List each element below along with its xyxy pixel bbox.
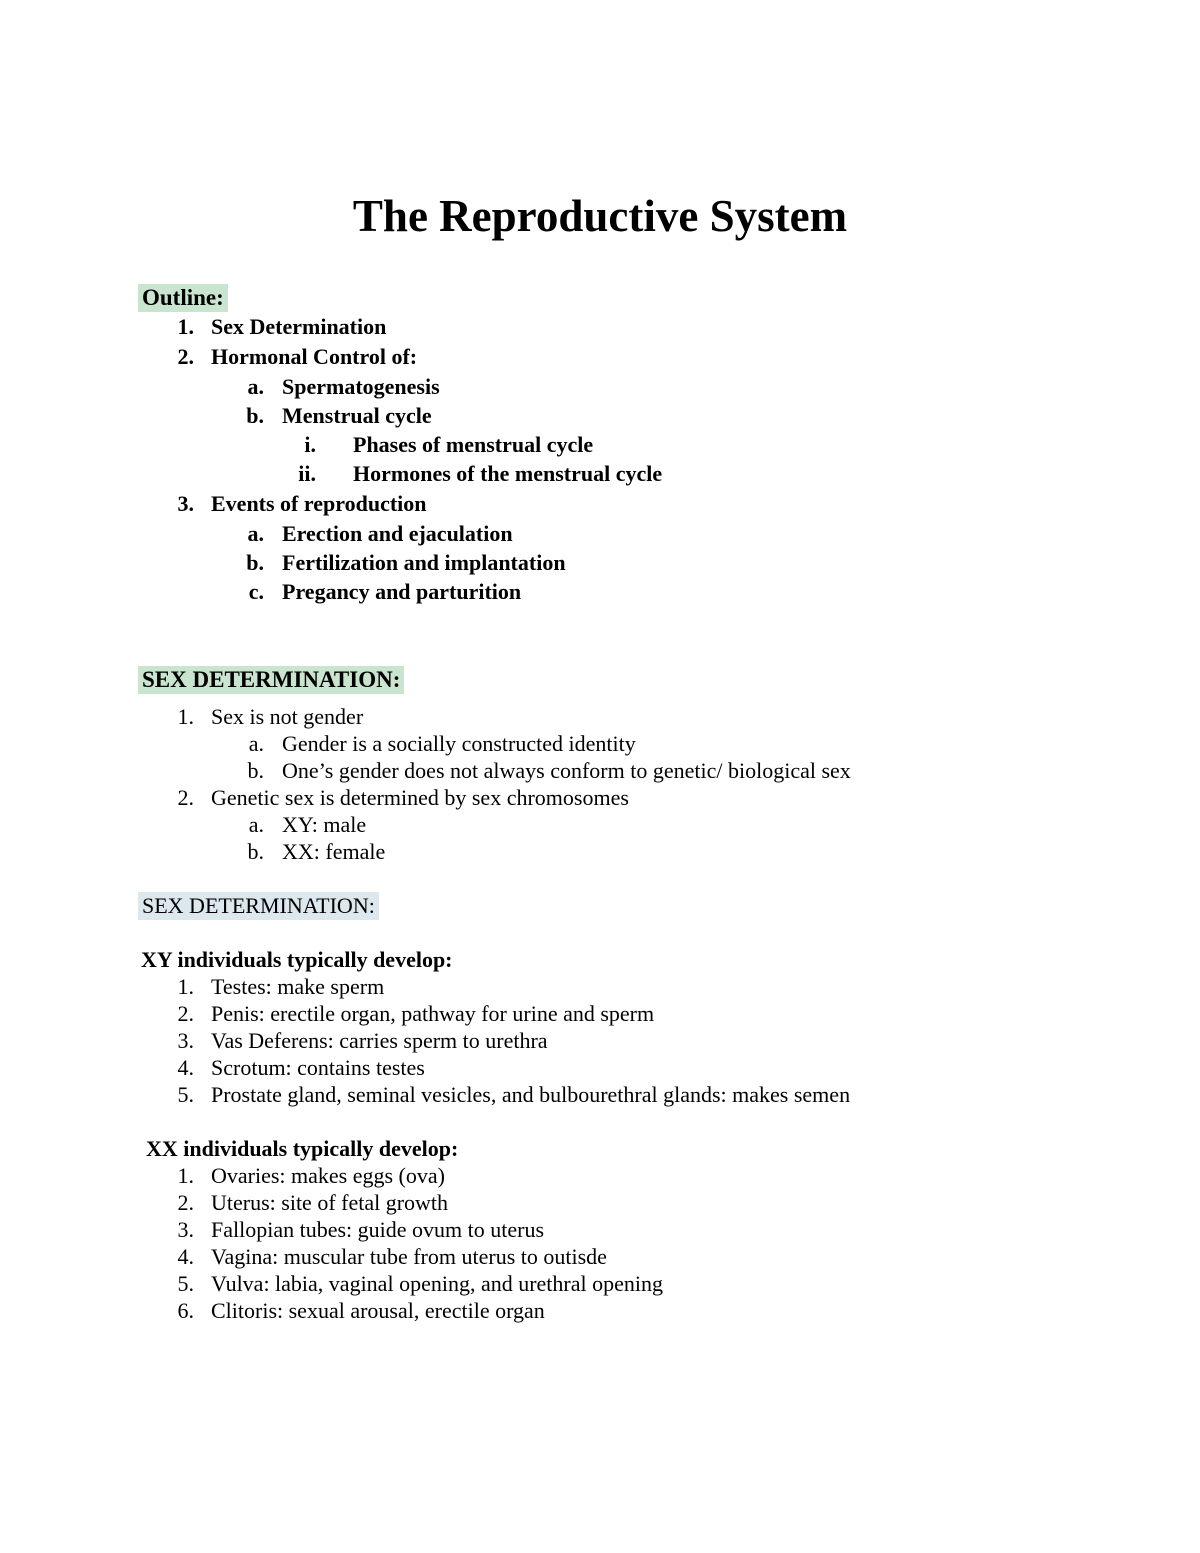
- xx-heading: XX individuals typically develop:: [146, 1136, 459, 1161]
- outline-heading: Outline:: [138, 284, 228, 312]
- page-title: The Reproductive System: [352, 191, 848, 241]
- sex-determination-subheading: SEX DETERMINATION:: [138, 892, 379, 920]
- document-page: The Reproductive System Outline: 1. Sex Determination 2. Hormonal Control of: a. Spermatogenesis b. Menstrual cycle i. Phases of menstrual cycle ii. Hormones of the menstrual cycle 3. Events of reproduction a. Erection and ejaculation b. Fertilization and implantation c. Pregancy and parturition SEX DETERMINATION: 1. Sex is not gender a. Gender is a socially constructed identity b. One’s gender does not always conform to genetic/ biological sex 2. Genetic sex is determined by sex chromosomes a. XY: male b. XX: female SEX DETERMINATION: XY individuals typically develop: 1. Testes: make sperm 2. Penis: erectile organ, pathway for urine and sperm 3. Vas Deferens: carries sperm to urethra 4. Scrotum: contains testes 5. Prostate gland, seminal vesicles, and bulbourethral glands: makes semen XX individuals typically develop: 1. Ovaries: makes eggs (ova) 2. Uterus: site of fetal growth 3. Fallopian tubes: guide ovum to uterus 4. Vagina: muscular tube from uterus to outisde 5. Vulva: labia, vaginal opening, and urethral opening 6. Clitoris: sexual arousal, erectile organ: [0, 0, 1200, 1553]
- xy-heading: XY individuals typically develop:: [141, 947, 453, 972]
- sex-determination-heading: SEX DETERMINATION:: [138, 666, 404, 694]
